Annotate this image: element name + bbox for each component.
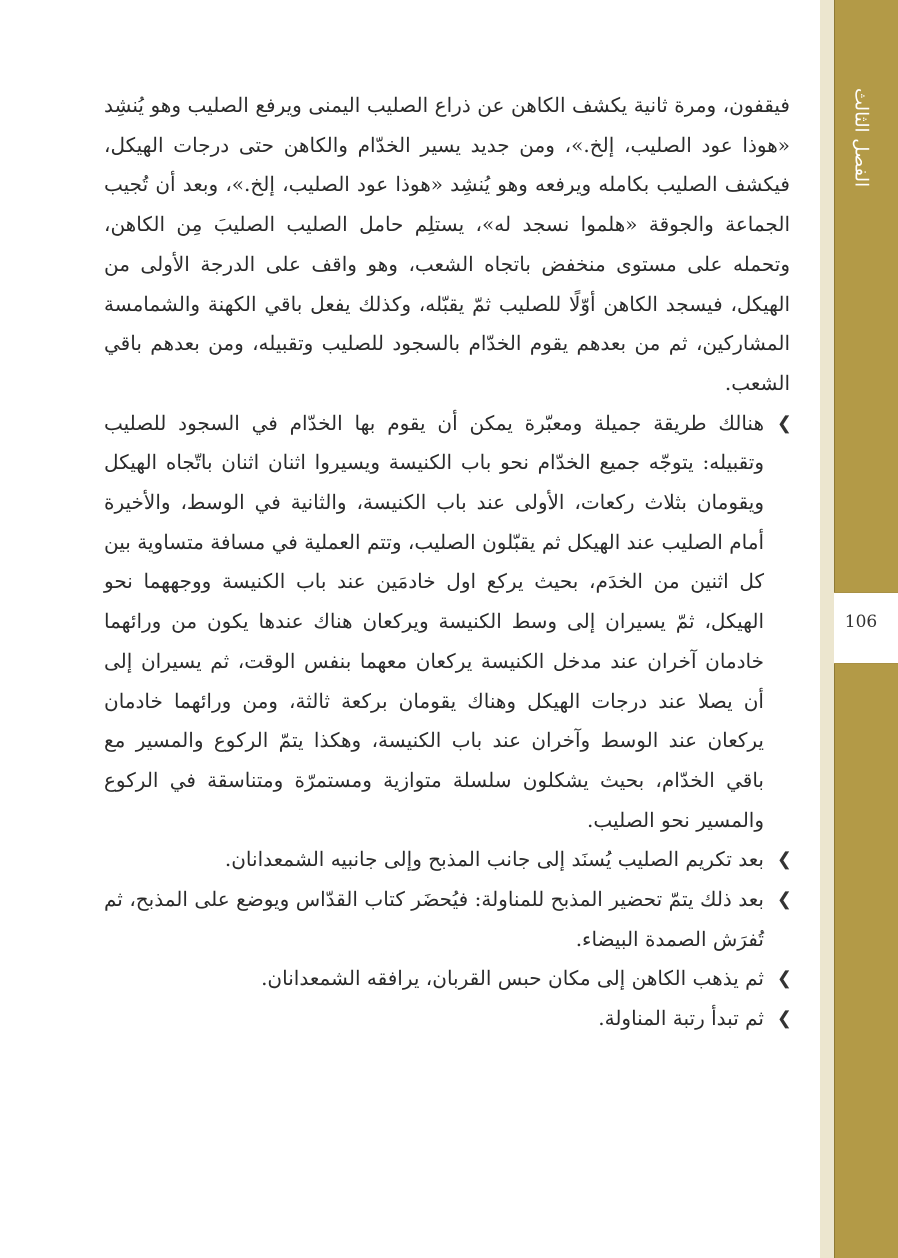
bullet-item <box>104 880 790 959</box>
chevron-bullet-icon: ❯ <box>776 412 792 434</box>
bullet-text: بعد ذلك يتمّ تحضير المذبح للمناولة: فيُحضَر كتاب القدّاس ويوضع على المذبح، ثم تُفرَش الصمدة البيضاء. <box>104 887 764 951</box>
bullet-text: ثم يذهب الكاهن إلى مكان حبس القربان، يرافقه الشمعدانان. <box>261 966 764 991</box>
bullet-item <box>104 999 790 1039</box>
bullet-text: بعد تكريم الصليب يُسنَد إلى جانب المذبح وإلى جانبيه الشمعدانان. <box>224 847 764 872</box>
page-number: 106 <box>844 612 878 632</box>
chevron-bullet-icon: ❯ <box>776 1008 792 1030</box>
bullet-text: ثم تبدأ رتبة المناولة. <box>598 1006 764 1031</box>
bullet-item <box>104 404 790 841</box>
chevron-bullet-icon: ❯ <box>776 849 792 871</box>
chevron-bullet-icon: ❯ <box>776 968 792 990</box>
intro-paragraph: فيقفون، ومرة ثانية يكشف الكاهن عن ذراع الصليب اليمنى ويرفع الصليب وهو يُنشِد «هوذا عود الصليب، إلخ.»، ومن جديد يسير الخدّام والكاهن حتى درجات الهيكل، فيكشف الصليب بكامله ويرفعه وهو يُنشِد «هوذا عود الصليب، إلخ.»، وبعد أن تُجيب الجماعة والجوقة «هلموا نسجد له»، يستلِم حامل الصليب الصليبَ مِن الكاهن، وتحمله على مستوى منخفض باتجاه الشعب، وهو واقف على الدرجة الأولى من الهيكل، فيسجد الكاهن أوّلًا للصليب ثمّ يقبّله، وكذلك يفعل باقي الكهنة والشمامسة المشاركين، ثم من بعدهم يقوم الخدّام بالسجود للصليب وتقبيله، ومن بعدهم باقي الشعب. <box>104 93 790 395</box>
bullet-item <box>104 959 790 999</box>
main-text <box>104 86 790 1039</box>
bullet-text: هنالك طريقة جميلة ومعبّرة يمكن أن يقوم بها الخدّام في السجود للصليب وتقبيله: يتوجّه جميع الخدّام نحو باب الكنيسة ويسيروا اثنان اثنان باتّجاه الهيكل ويقومان بثلاث ركعات، الأولى عند باب الكنيسة، والثانية في الوسط، والأخيرة أمام الصليب عند الهيكل ثم يقبّلون الصليب، وتتم العملية في مسافة متساوية بين كل اثنين من الخدَم، بحيث يركع اول خادمَين عند باب الكنيسة ووجههما نحو الهيكل، ثمّ يسيران إلى وسط الكنيسة ويركعان هناك عندها يكون من ورائهما خادمان آخران عند مدخل الكنيسة يركعان معهما بنفس الوقت، ثم يسيران إلى أن يصلا عند درجات الهيكل وهناك يقومان بركعة ثالثة، ومن ورائهما خادمان يركعان عند الوسط وآخران عند باب الكنيسة، وهكذا يتمّ الركوع والمسير مع باقي الخدّام، بحيث يشكلون سلسلة متوازية ومستمرّة ومتناسقة في الركوع والمسير نحو الصليب. <box>104 410 764 832</box>
bullet-item <box>104 840 790 880</box>
chapter-title: الفصل الثالث <box>850 88 872 188</box>
sidebar-edge <box>820 0 834 1258</box>
chevron-bullet-icon: ❯ <box>776 889 792 911</box>
